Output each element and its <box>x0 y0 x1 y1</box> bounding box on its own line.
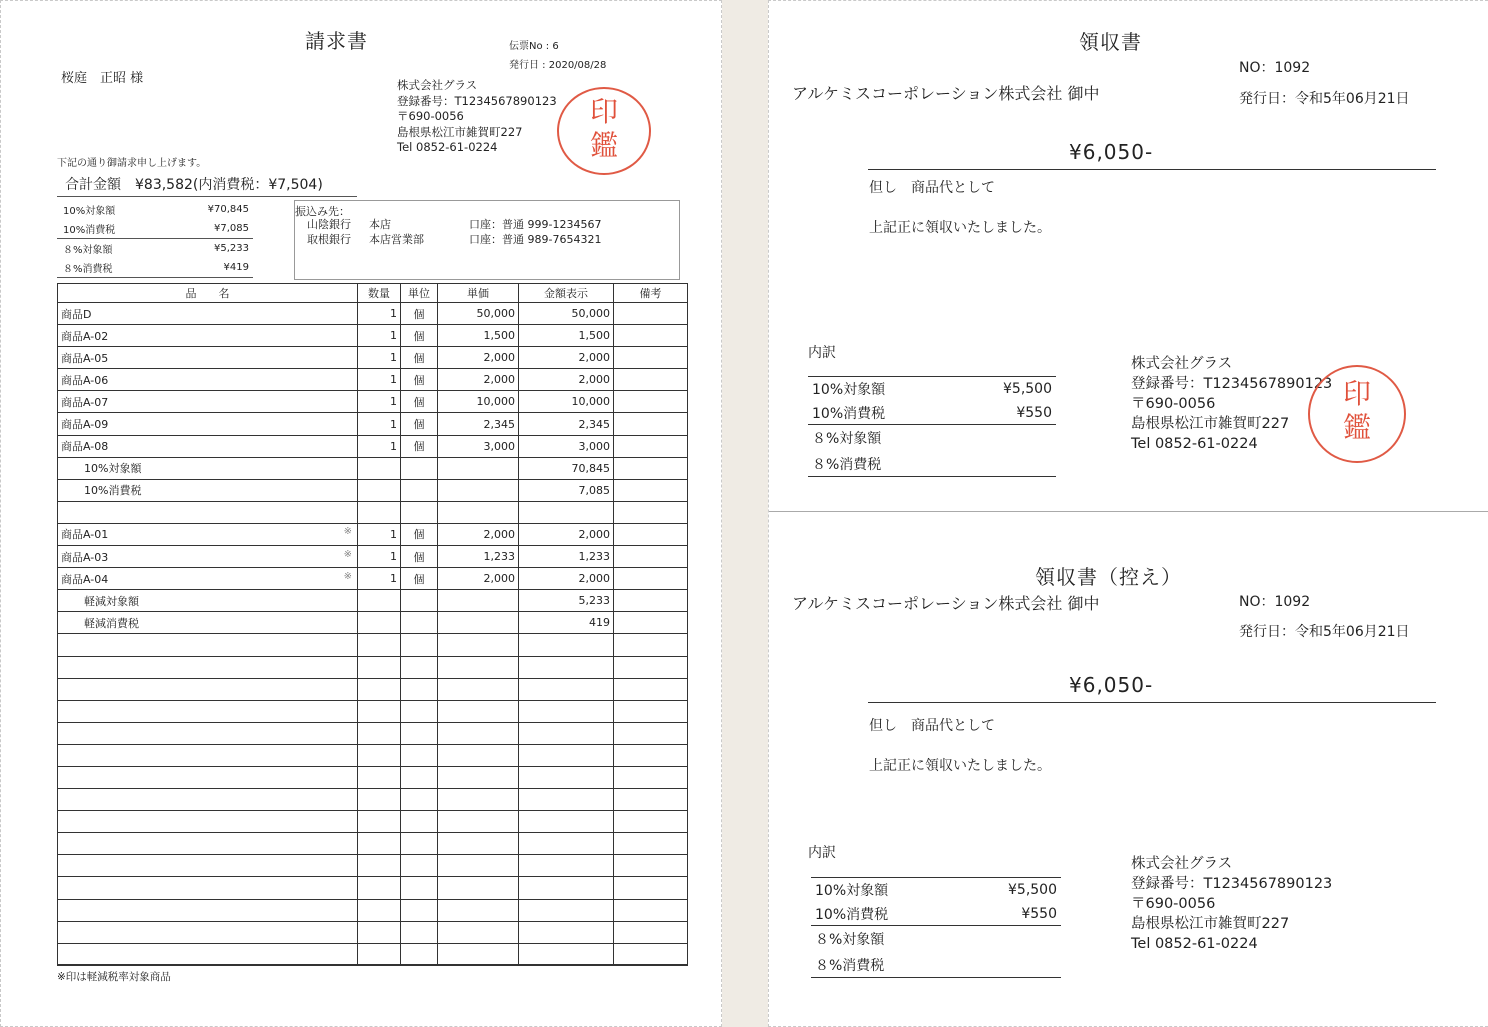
invoice-note: 下記の通り御請求申し上げます。 <box>57 158 207 169</box>
receipt-divider <box>769 511 1488 512</box>
cell-unit <box>401 921 438 943</box>
table-row <box>58 700 688 722</box>
cell-unit-price: 1,233 <box>438 546 519 568</box>
reduced-tax-mark: ※ <box>343 526 352 538</box>
cell-item-name <box>58 766 358 788</box>
cell-remarks <box>614 700 688 722</box>
cell-item-name <box>58 700 358 722</box>
table-row <box>58 656 688 678</box>
cell-unit: 個 <box>401 568 438 590</box>
company-address: 島根県松江市雑賀町227 <box>1131 416 1290 432</box>
receipt-recipient: アルケミスコーポレーション株式会社 御中 <box>792 84 1100 103</box>
cell-qty <box>358 855 401 877</box>
invoice-issue-date: 発行日 : 2020/08/28 <box>509 60 607 71</box>
cell-remarks <box>614 546 688 568</box>
cell-amount <box>519 943 614 965</box>
cell-item-name: 商品A-07 <box>58 391 358 413</box>
cell-unit <box>401 789 438 811</box>
header-item-name: 品 名 <box>58 284 358 303</box>
breakdown-row: ８%消費税 <box>811 952 1061 978</box>
table-row <box>58 899 688 921</box>
bank-branch: 本店 <box>369 218 391 231</box>
cell-unit <box>401 811 438 833</box>
breakdown-label: 内訳 <box>808 345 836 361</box>
cell-item-name <box>58 833 358 855</box>
cell-remarks <box>614 943 688 965</box>
cell-item-name <box>58 921 358 943</box>
cell-remarks <box>614 457 688 479</box>
cell-unit <box>401 877 438 899</box>
table-row <box>58 877 688 899</box>
cell-unit-price <box>438 766 519 788</box>
reduced-tax-mark: ※ <box>343 570 352 582</box>
cell-remarks <box>614 347 688 369</box>
cell-item-name <box>58 744 358 766</box>
cell-remarks <box>614 811 688 833</box>
bank-account: 口座：普通 989-7654321 <box>469 233 602 246</box>
bank-account: 口座：普通 999-1234567 <box>469 218 602 231</box>
cell-unit-price: 2,000 <box>438 347 519 369</box>
breakdown-row: ８%消費税 <box>808 451 1056 477</box>
cell-remarks <box>614 921 688 943</box>
cell-unit-price <box>438 501 519 523</box>
table-row <box>58 833 688 855</box>
cell-qty <box>358 700 401 722</box>
table-row <box>58 568 688 590</box>
cell-qty <box>358 811 401 833</box>
invoice-company-block <box>397 78 557 156</box>
company-name: 株式会社グラス <box>397 78 478 92</box>
breakdown-row: 10%消費税 ¥550 <box>808 401 1056 425</box>
receipt-company-block <box>1131 354 1332 454</box>
cell-amount: 1,233 <box>519 546 614 568</box>
table-row <box>58 722 688 744</box>
invoice-footnote: ※印は軽減税率対象商品 <box>57 971 171 983</box>
cell-unit <box>401 501 438 523</box>
cell-unit-price: 2,345 <box>438 413 519 435</box>
header-qty: 数量 <box>358 284 401 303</box>
receipt-title: 領収書 <box>1079 30 1142 54</box>
cell-unit: 個 <box>401 523 438 545</box>
receipt-copy-company-block <box>1131 854 1332 954</box>
cell-item-name <box>58 877 358 899</box>
table-row <box>58 523 688 545</box>
tax-row: 10%対象額 ¥70,845 <box>63 204 249 218</box>
cell-item-name <box>58 656 358 678</box>
breakdown-label: 内訳 <box>808 845 836 861</box>
company-reg-number: 登録番号：T1234567890123 <box>397 93 557 108</box>
cell-unit <box>401 943 438 965</box>
cell-unit-price: 2,000 <box>438 523 519 545</box>
cell-unit <box>401 656 438 678</box>
cell-qty <box>358 722 401 744</box>
cell-unit-price <box>438 612 519 634</box>
cell-amount <box>519 656 614 678</box>
cell-unit-price <box>438 457 519 479</box>
cell-item-name: 商品A-05 <box>58 347 358 369</box>
cell-item-name: 商品A-09 <box>58 413 358 435</box>
reduced-tax-mark: ※ <box>343 548 352 560</box>
cell-unit: 個 <box>401 369 438 391</box>
cell-amount <box>519 899 614 921</box>
cell-amount: 3,000 <box>519 435 614 457</box>
cell-unit <box>401 678 438 700</box>
cell-amount: 70,845 <box>519 457 614 479</box>
cell-qty <box>358 612 401 634</box>
cell-item-name: 商品A-08 <box>58 435 358 457</box>
cell-remarks <box>614 325 688 347</box>
table-row <box>58 369 688 391</box>
cell-item-name <box>58 943 358 965</box>
cell-unit <box>401 634 438 656</box>
cell-unit: 個 <box>401 303 438 325</box>
cell-unit-price: 2,000 <box>438 369 519 391</box>
cell-qty <box>358 656 401 678</box>
table-row <box>58 766 688 788</box>
bank-branch: 本店営業部 <box>369 233 424 246</box>
cell-unit-price <box>438 899 519 921</box>
table-row <box>58 678 688 700</box>
breakdown-row: 10%対象額 ¥5,500 <box>812 381 1052 398</box>
table-header-row <box>58 284 688 303</box>
cell-qty <box>358 877 401 899</box>
tax-row: ８%消費税 ¥419 <box>57 259 253 279</box>
table-row <box>58 435 688 457</box>
cell-qty <box>358 789 401 811</box>
cell-qty: 1 <box>358 568 401 590</box>
breakdown-table <box>808 376 1056 477</box>
bank-name: 取根銀行 <box>307 233 351 246</box>
header-unit: 単位 <box>401 284 438 303</box>
table-row <box>58 634 688 656</box>
cell-unit-price <box>438 678 519 700</box>
invoice-total: 合計金額 ¥83,582(内消費税：¥7,504) <box>65 177 323 193</box>
cell-remarks <box>614 833 688 855</box>
cell-unit-price <box>438 634 519 656</box>
cell-remarks <box>614 722 688 744</box>
cell-item-name: 10%対象額 <box>58 457 358 479</box>
amount-underline <box>868 702 1436 703</box>
cell-item-name: 商品A-02 <box>58 325 358 347</box>
cell-qty: 1 <box>358 546 401 568</box>
cell-item-name: ※ 商品A-03 <box>58 546 358 568</box>
invoice-page <box>0 0 722 1027</box>
receipt-copy-title: 領収書（控え） <box>1035 565 1182 589</box>
invoice-items-table <box>57 283 688 966</box>
cell-unit <box>401 479 438 501</box>
cell-remarks <box>614 413 688 435</box>
cell-remarks <box>614 590 688 612</box>
company-tel: Tel 0852-61-0224 <box>1131 436 1258 452</box>
cell-unit-price <box>438 789 519 811</box>
cell-amount <box>519 921 614 943</box>
table-row <box>58 612 688 634</box>
cell-item-name: ※ 商品A-04 <box>58 568 358 590</box>
breakdown-row: ８%対象額 <box>815 932 885 948</box>
table-row <box>58 457 688 479</box>
header-amount: 金額表示 <box>519 284 614 303</box>
table-row <box>58 546 688 568</box>
breakdown-row: ８%対象額 <box>812 431 882 447</box>
cell-remarks <box>614 501 688 523</box>
cell-remarks <box>614 744 688 766</box>
cell-item-name <box>58 501 358 523</box>
company-reg-number: 登録番号：T1234567890123 <box>1131 876 1333 892</box>
cell-unit-price <box>438 722 519 744</box>
table-row <box>58 590 688 612</box>
cell-unit-price <box>438 590 519 612</box>
cell-amount <box>519 678 614 700</box>
cell-amount <box>519 634 614 656</box>
cell-qty <box>358 943 401 965</box>
cell-amount: 2,345 <box>519 413 614 435</box>
cell-amount <box>519 700 614 722</box>
cell-unit: 個 <box>401 413 438 435</box>
cell-qty <box>358 921 401 943</box>
cell-remarks <box>614 369 688 391</box>
cell-unit <box>401 833 438 855</box>
table-row <box>58 413 688 435</box>
cell-qty <box>358 766 401 788</box>
cell-unit: 個 <box>401 347 438 369</box>
cell-unit-price <box>438 943 519 965</box>
cell-item-name: 商品D <box>58 303 358 325</box>
cell-unit <box>401 899 438 921</box>
company-name: 株式会社グラス <box>1131 356 1233 372</box>
bank-title: 振込み先： <box>295 205 350 218</box>
bank-info <box>294 200 680 280</box>
cell-qty <box>358 501 401 523</box>
company-name: 株式会社グラス <box>1131 856 1233 872</box>
tax-summary <box>57 200 253 278</box>
cell-remarks <box>614 656 688 678</box>
cell-remarks <box>614 855 688 877</box>
tax-row: ８%対象額 ¥5,233 <box>63 243 249 257</box>
cell-amount: 2,000 <box>519 568 614 590</box>
cell-item-name: 軽減消費税 <box>58 612 358 634</box>
cell-amount: 10,000 <box>519 391 614 413</box>
cell-unit-price <box>438 811 519 833</box>
cell-qty <box>358 634 401 656</box>
cell-unit: 個 <box>401 435 438 457</box>
table-row <box>58 744 688 766</box>
table-row <box>58 943 688 965</box>
invoice-title: 請求書 <box>305 29 368 53</box>
receipt-copy-recipient: アルケミスコーポレーション株式会社 御中 <box>792 594 1100 613</box>
cell-unit-price: 10,000 <box>438 391 519 413</box>
cell-unit-price <box>438 877 519 899</box>
cell-unit: 個 <box>401 546 438 568</box>
cell-amount <box>519 811 614 833</box>
cell-item-name <box>58 678 358 700</box>
company-tel: Tel 0852-61-0224 <box>397 140 498 154</box>
table-row <box>58 789 688 811</box>
cell-amount: 2,000 <box>519 347 614 369</box>
company-postal: 〒690-0056 <box>1131 896 1216 912</box>
cell-remarks <box>614 303 688 325</box>
cell-unit-price <box>438 744 519 766</box>
cell-amount <box>519 744 614 766</box>
table-row <box>58 303 688 325</box>
cell-qty <box>358 744 401 766</box>
cell-item-name: 商品A-06 <box>58 369 358 391</box>
cell-item-name <box>58 811 358 833</box>
company-reg-number: 登録番号：T1234567890123 <box>1131 376 1333 392</box>
breakdown-table <box>811 877 1061 978</box>
cell-qty: 1 <box>358 413 401 435</box>
cell-unit <box>401 612 438 634</box>
cell-qty <box>358 590 401 612</box>
cell-unit <box>401 700 438 722</box>
cell-item-name: ※ 商品A-01 <box>58 523 358 545</box>
receipt-purpose: 但し 商品代として <box>869 180 995 196</box>
invoice-customer: 桜庭 正昭 様 <box>61 71 144 86</box>
breakdown-row: 10%消費税 ¥550 <box>811 902 1061 926</box>
table-row <box>58 325 688 347</box>
cell-qty <box>358 833 401 855</box>
receipt-copy-issue-date: 発行日：令和5年06月21日 <box>1239 624 1410 640</box>
table-row <box>58 811 688 833</box>
bank-name: 山陰銀行 <box>307 218 351 231</box>
cell-unit-price <box>438 855 519 877</box>
cell-unit-price: 2,000 <box>438 568 519 590</box>
receipt-number: NO：1092 <box>1239 60 1311 76</box>
cell-amount <box>519 877 614 899</box>
receipt-copy-confirmation: 上記正に領収いたしました。 <box>869 758 1051 774</box>
cell-qty: 1 <box>358 523 401 545</box>
cell-unit-price: 3,000 <box>438 435 519 457</box>
invoice-slip-no: 伝票No : 6 <box>509 41 559 52</box>
amount-underline <box>868 169 1436 170</box>
cell-amount: 419 <box>519 612 614 634</box>
header-unit-price: 単価 <box>438 284 519 303</box>
table-row <box>58 855 688 877</box>
cell-amount: 1,500 <box>519 325 614 347</box>
cell-qty: 1 <box>358 303 401 325</box>
cell-amount <box>519 722 614 744</box>
cell-qty <box>358 678 401 700</box>
cell-unit <box>401 722 438 744</box>
cell-qty: 1 <box>358 391 401 413</box>
seal-stamp: 印 鑑 <box>557 87 651 175</box>
cell-amount: 7,085 <box>519 479 614 501</box>
cell-amount <box>519 789 614 811</box>
table-row <box>58 347 688 369</box>
company-tel: Tel 0852-61-0224 <box>1131 936 1258 952</box>
cell-unit-price <box>438 656 519 678</box>
cell-qty: 1 <box>358 369 401 391</box>
header-remarks: 備考 <box>614 284 688 303</box>
cell-remarks <box>614 612 688 634</box>
cell-unit-price <box>438 700 519 722</box>
receipt-confirmation: 上記正に領収いたしました。 <box>869 220 1051 236</box>
cell-unit <box>401 855 438 877</box>
table-row <box>58 501 688 523</box>
cell-qty <box>358 457 401 479</box>
breakdown-row: 10%対象額 ¥5,500 <box>815 882 1057 899</box>
cell-item-name <box>58 899 358 921</box>
receipt-page <box>768 0 1488 1027</box>
cell-remarks <box>614 568 688 590</box>
company-address: 島根県松江市雑賀町227 <box>1131 916 1290 932</box>
table-row <box>58 479 688 501</box>
cell-remarks <box>614 391 688 413</box>
cell-remarks <box>614 634 688 656</box>
cell-unit: 個 <box>401 325 438 347</box>
cell-unit-price <box>438 833 519 855</box>
cell-item-name: 軽減対象額 <box>58 590 358 612</box>
cell-amount: 2,000 <box>519 369 614 391</box>
cell-remarks <box>614 899 688 921</box>
company-address: 島根県松江市雑賀町227 <box>397 124 523 139</box>
cell-amount: 2,000 <box>519 523 614 545</box>
cell-unit-price: 1,500 <box>438 325 519 347</box>
cell-unit-price: 50,000 <box>438 303 519 325</box>
cell-qty: 1 <box>358 347 401 369</box>
cell-qty: 1 <box>358 325 401 347</box>
cell-amount <box>519 833 614 855</box>
cell-remarks <box>614 479 688 501</box>
cell-item-name: 10%消費税 <box>58 479 358 501</box>
cell-unit <box>401 744 438 766</box>
cell-qty: 1 <box>358 435 401 457</box>
company-postal: 〒690-0056 <box>1131 396 1216 412</box>
cell-unit <box>401 590 438 612</box>
cell-amount: 50,000 <box>519 303 614 325</box>
tax-row: 10%消費税 ¥7,085 <box>57 220 253 240</box>
cell-item-name <box>58 722 358 744</box>
cell-amount: 5,233 <box>519 590 614 612</box>
cell-unit <box>401 766 438 788</box>
receipt-copy-amount: ¥6,050- <box>1069 673 1154 697</box>
receipt-issue-date: 発行日：令和5年06月21日 <box>1239 91 1410 107</box>
total-underline <box>57 196 357 197</box>
cell-remarks <box>614 678 688 700</box>
cell-item-name <box>58 789 358 811</box>
receipt-copy-purpose: 但し 商品代として <box>869 718 995 734</box>
cell-amount <box>519 855 614 877</box>
cell-remarks <box>614 789 688 811</box>
cell-qty <box>358 479 401 501</box>
seal-stamp: 印 鑑 <box>1308 365 1406 463</box>
table-row <box>58 391 688 413</box>
cell-qty <box>358 899 401 921</box>
cell-unit-price <box>438 479 519 501</box>
table-row <box>58 921 688 943</box>
cell-remarks <box>614 523 688 545</box>
cell-remarks <box>614 766 688 788</box>
cell-amount <box>519 501 614 523</box>
cell-amount <box>519 766 614 788</box>
cell-remarks <box>614 877 688 899</box>
cell-item-name <box>58 855 358 877</box>
receipt-copy-number: NO：1092 <box>1239 594 1311 610</box>
cell-unit-price <box>438 921 519 943</box>
cell-remarks <box>614 435 688 457</box>
company-postal: 〒690-0056 <box>397 109 464 123</box>
receipt-amount: ¥6,050- <box>1069 140 1154 164</box>
cell-unit: 個 <box>401 391 438 413</box>
cell-unit <box>401 457 438 479</box>
cell-item-name <box>58 634 358 656</box>
